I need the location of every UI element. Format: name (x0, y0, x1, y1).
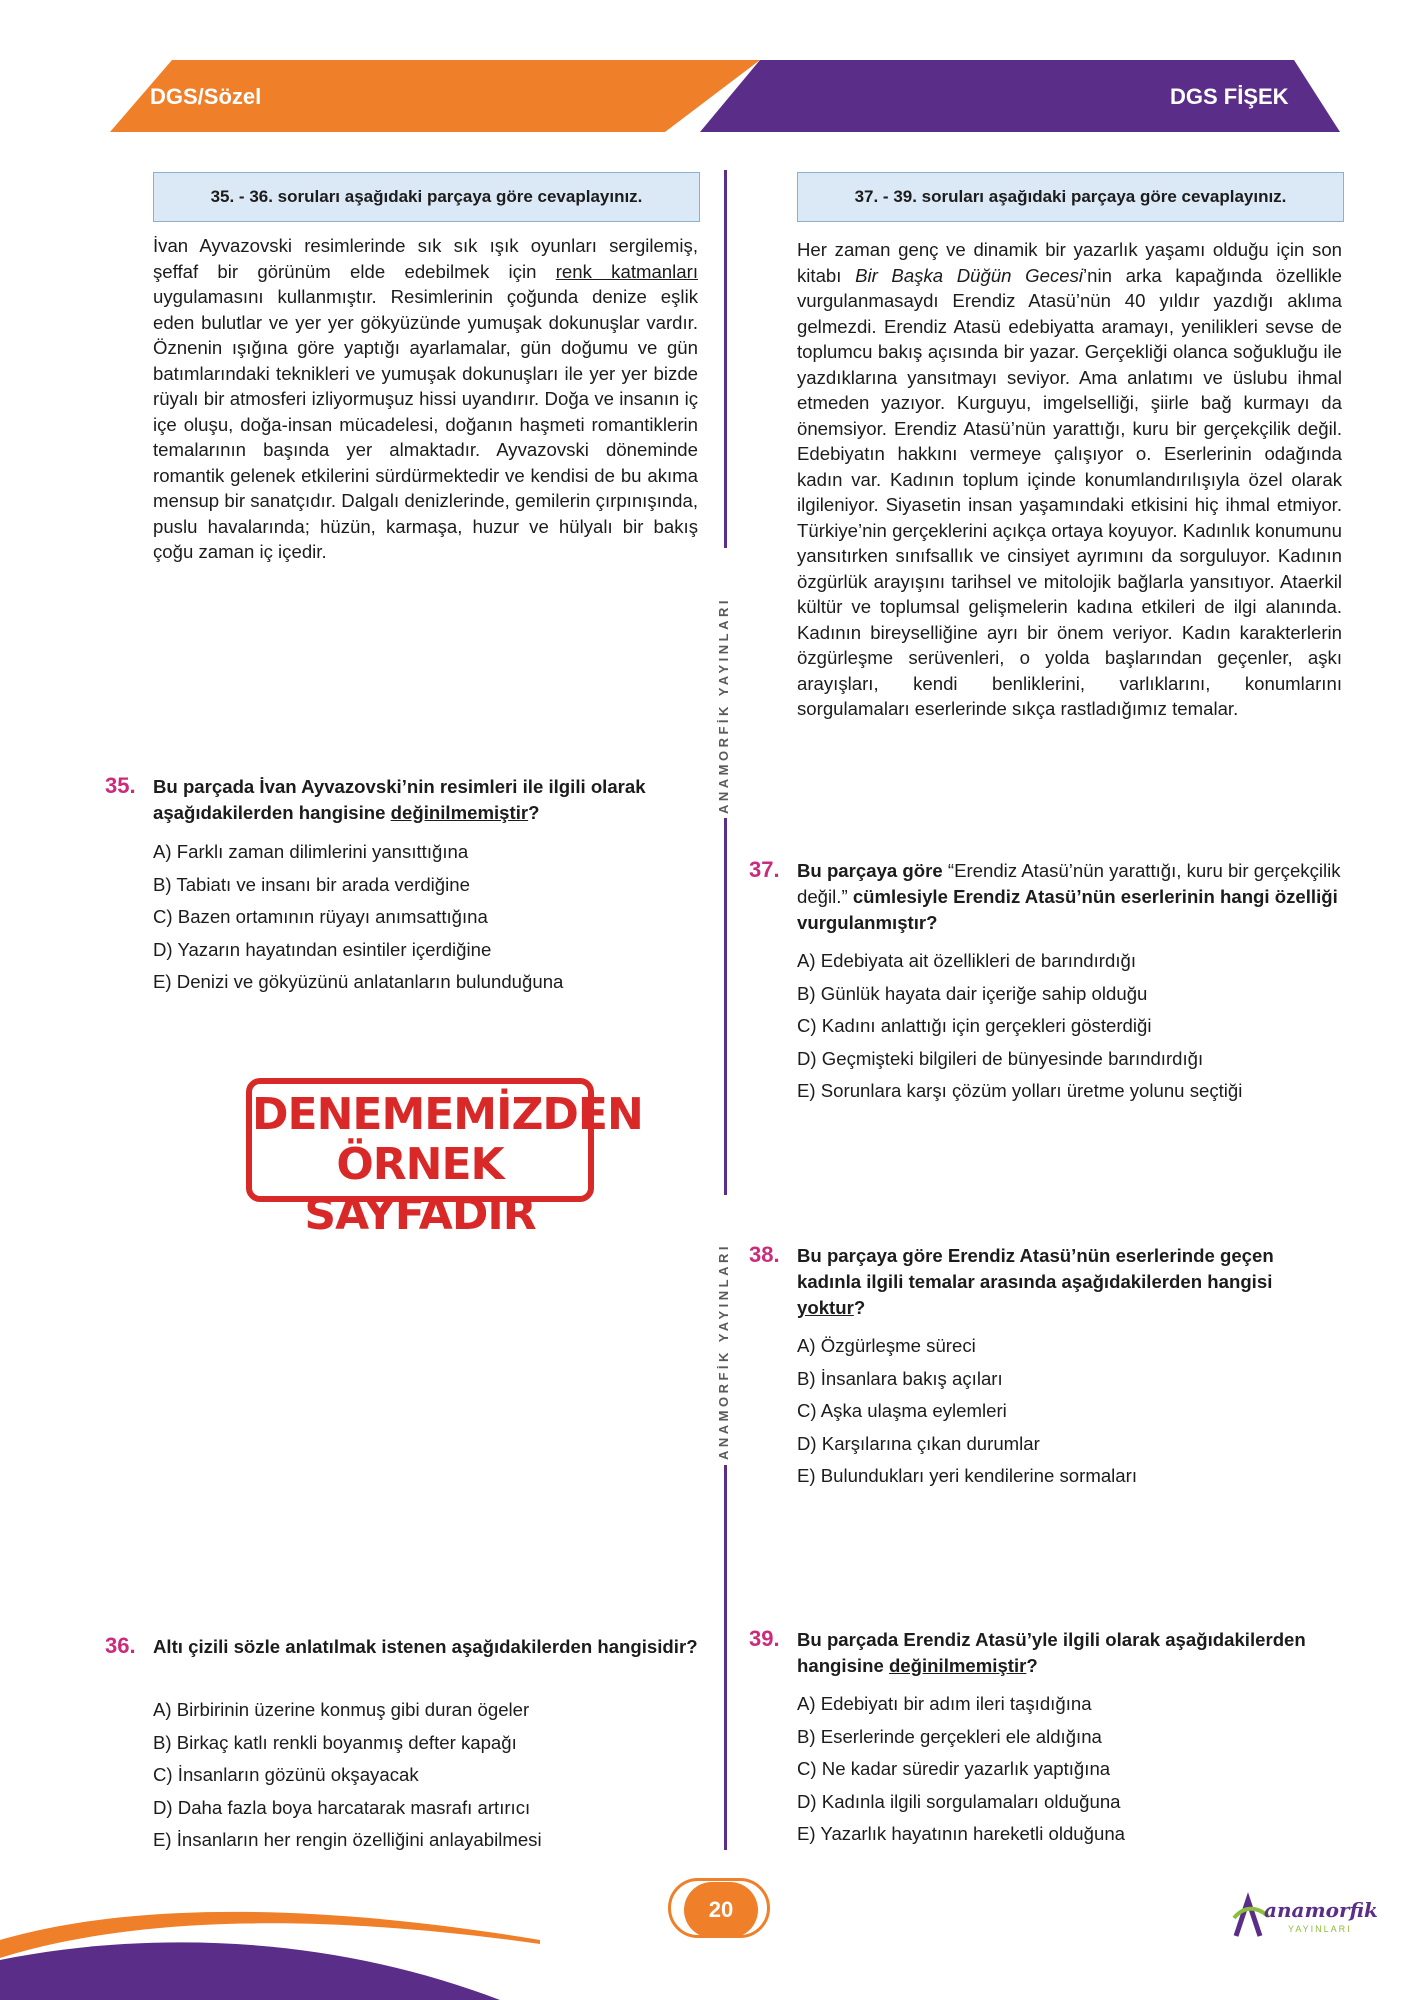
publisher-logo (1230, 1890, 1378, 1946)
option-e[interactable]: E) Denizi ve gökyüzünü anlatanların bulunduğuna (153, 971, 564, 992)
question-37-text: Bu parçaya göre “Erendiz Atasü’nün yarattığı, kuru bir gerçekçilik değil.” cümlesiyle Erendiz Atasü’nün eserlerinin hangi özelliği vurgulanmıştır? (797, 860, 1341, 933)
left-instruction: 35. - 36. soruları aşağıdaki parçaya göre cevaplayınız. (153, 172, 700, 222)
option-b[interactable]: B) Günlük hayata dair içeriğe sahip olduğu (797, 982, 1148, 1004)
stamp-line-1: DENEMEMİZDEN (252, 1089, 643, 1140)
option-c[interactable]: C) Aşka ulaşma eylemleri (797, 1400, 1007, 1421)
footer-wave (0, 1880, 560, 2000)
question-38-number: 38. (749, 1242, 780, 1267)
left-passage: İvan Ayvazovski resimlerinde sık sık ışık oyunları sergilemiş, şeffaf bir görünüm elde edebilmek için renk katmanları uygulamasını kullanmıştır. Resimlerinin çoğunda denize eşlik eden bulutlar ve yer yer gökyüzünde yumuşak dokunuşlar vardır. Öznenin ışığına göre yaptığı ayarlamalar, gün doğumu ve gün batımlarındaki teknikleri ve yumuşak dokunuşları ile yer yer bizde rüyalı bir atmosferi izliyormuşuz hissi uyandırır. Doğa ve insanın iç içe oluşu, doğa-insan mücadelesi, doğanın haşmeti romantiklerin temalarının başında yer almaktadır. Ayvazovski döneminde romantik gelenek etkilerini sürdürmektedir ve kendisi de bu akıma mensup bir sanatçıdır. Dalgalı denizlerinde, gemilerin çırpınışında, puslu havalarında; hüzün, karmaşa, huzur ve hülyalı bir bakış çoğu zaman iç içedir. (153, 235, 698, 562)
question-37-options (797, 945, 1342, 1108)
option-b[interactable]: B) Tabiatı ve insanı bir arada verdiğine (153, 873, 470, 895)
option-e[interactable]: E) Bulundukları yeri kendilerine sormaları (797, 1465, 1137, 1486)
option-d[interactable]: D) Daha fazla boya harcatarak masrafı artırıcı (153, 1796, 531, 1818)
divider-label-bottom: ANAMORFİK YAYINLARI (716, 1243, 731, 1460)
question-39-number: 39. (749, 1626, 780, 1651)
option-b[interactable]: B) Eserlerinde gerçekleri ele aldığına (797, 1725, 1102, 1747)
option-c[interactable]: C) İnsanların gözünü okşayacak (153, 1764, 419, 1785)
right-passage: Her zaman genç ve dinamik bir yazarlık yaşamı olduğu için son kitabı Bir Başka Düğün Gecesi’nin arka kapağında özellikle vurgulanmasaydı Erendiz Atasü’nün 40 yıldır yazdığı aklıma gelmezdi. Erendiz Atasü edebiyatta aramayı, yenilikleri sevse de toplumcu bakış açısında bir yazar. Gerçekliği olanca soğukluğu ile yazdıklarına yansıtmayı seviyor. Ama anlatımı ve üslubu ihmal etmeden yazıyor. Kurguyu, imgelselliği, şiirle bağ kurmayı da önemsiyor. Erendiz Atasü’nün yarattığı, kuru bir gerçekçilik değil. Edebiyatın hakkını vermeye çalışıyor o. Eserlerinin odağında kadın var. Kadının toplum içinde konumlandırılışıyla özel olarak ilgileniyor. Siyasetin insan yaşamındaki etkisini hiç ihmal etmiyor. Türkiye’nin gerçeklerini açıkça ortaya koyuyor. Kadınlık konumunu yansıtırken sınıfsallık ve cinsiyet ayrımını da sorguluyor. Kadının özgürlük arayışını tarihsel ve mitolojik bağlarla yansıtıyor. Ataerkil kültür ve toplumsal gelişmelerin kadına etkileri de ilgi alanında. Kadının bireyselliğine ayrı bir önem veriyor. Kadın karakterlerin özgürleşme serüvenleri, o yolda başlarından geçenler, aşkı arayışları, kendi benliklerini, varlıklarını, konumlarını sorgulamaları eserlerinde sıkça rastladığımız temalar. (797, 239, 1343, 719)
option-c[interactable]: C) Bazen ortamının rüyayı anımsattığına (153, 906, 488, 927)
question-36-options (153, 1694, 698, 1857)
header-right-title: DGS FİŞEK (1170, 84, 1289, 109)
header-left-title: DGS/Sözel (150, 84, 262, 109)
option-d[interactable]: D) Kadınla ilgili sorgulamaları olduğuna (797, 1790, 1121, 1812)
option-b[interactable]: B) İnsanlara bakış açıları (797, 1367, 1003, 1389)
option-a[interactable]: A) Edebiyata ait özellikleri de barındırdığı (797, 950, 1136, 971)
question-38-options (797, 1330, 1342, 1493)
question-39-options (797, 1688, 1342, 1851)
option-e[interactable]: E) İnsanların her rengin özelliğini anlayabilmesi (153, 1829, 542, 1850)
divider-label-top: ANAMORFİK YAYINLARI (716, 597, 731, 814)
question-36-number: 36. (105, 1633, 136, 1658)
option-d[interactable]: D) Karşılarına çıkan durumlar (797, 1432, 1040, 1454)
page-number-badge (668, 1878, 774, 1942)
right-instruction: 37. - 39. soruları aşağıdaki parçaya göre cevaplayınız. (797, 172, 1344, 222)
stamp-line-2: ÖRNEK SAYFADIR (304, 1139, 536, 1240)
option-d[interactable]: D) Yazarın hayatından esintiler içerdiğine (153, 938, 492, 960)
question-35-number: 35. (105, 773, 136, 798)
page-number: 20 (684, 1882, 758, 1938)
question-35-text: Bu parçada İvan Ayvazovski’nin resimleri ile ilgili olarak aşağıdakilerden hangisine değinilmemiştir? (153, 776, 646, 823)
option-a[interactable]: A) Özgürleşme süreci (797, 1335, 976, 1356)
option-e[interactable]: E) Yazarlık hayatının hareketli olduğuna (797, 1823, 1126, 1844)
option-d[interactable]: D) Geçmişteki bilgileri de bünyesinde barındırdığı (797, 1047, 1204, 1069)
question-38-text: Bu parçaya göre Erendiz Atasü’nün eserlerinde geçen kadınla ilgili temalar arasında aşağıdakilerden hangisi yoktur? (797, 1245, 1274, 1318)
option-a[interactable]: A) Edebiyatı bir adım ileri taşıdığına (797, 1693, 1092, 1714)
option-e[interactable]: E) Sorunlara karşı çözüm yolları üretme yolunu seçtiği (797, 1080, 1243, 1101)
option-c[interactable]: C) Kadını anlattığı için gerçekleri gösterdiği (797, 1015, 1152, 1036)
underlined-phrase: renk katmanları (555, 260, 698, 282)
logo-wordmark: anamorfik (1264, 1898, 1378, 1922)
question-39-text: Bu parçada Erendiz Atasü’yle ilgili olarak aşağıdakilerden hangisine değinilmemiştir? (797, 1629, 1306, 1676)
question-37-number: 37. (749, 857, 780, 882)
sample-page-stamp (246, 1078, 643, 1240)
option-b[interactable]: B) Birkaç katlı renkli boyanmış defter kapağı (153, 1731, 517, 1753)
book-title: Bir Başka Düğün Gecesi (855, 264, 1084, 286)
question-36-text: Altı çizili sözle anlatılmak istenen aşağıdakilerden hangisidir? (153, 1636, 698, 1657)
option-a[interactable]: A) Birbirinin üzerine konmuş gibi duran ögeler (153, 1699, 530, 1720)
question-35-options (153, 836, 698, 999)
option-a[interactable]: A) Farklı zaman dilimlerini yansıttığına (153, 841, 469, 862)
column-divider (724, 170, 727, 1850)
option-c[interactable]: C) Ne kadar süredir yazarlık yaptığına (797, 1758, 1111, 1779)
logo-subtitle: YAYINLARI (1288, 1924, 1352, 1934)
